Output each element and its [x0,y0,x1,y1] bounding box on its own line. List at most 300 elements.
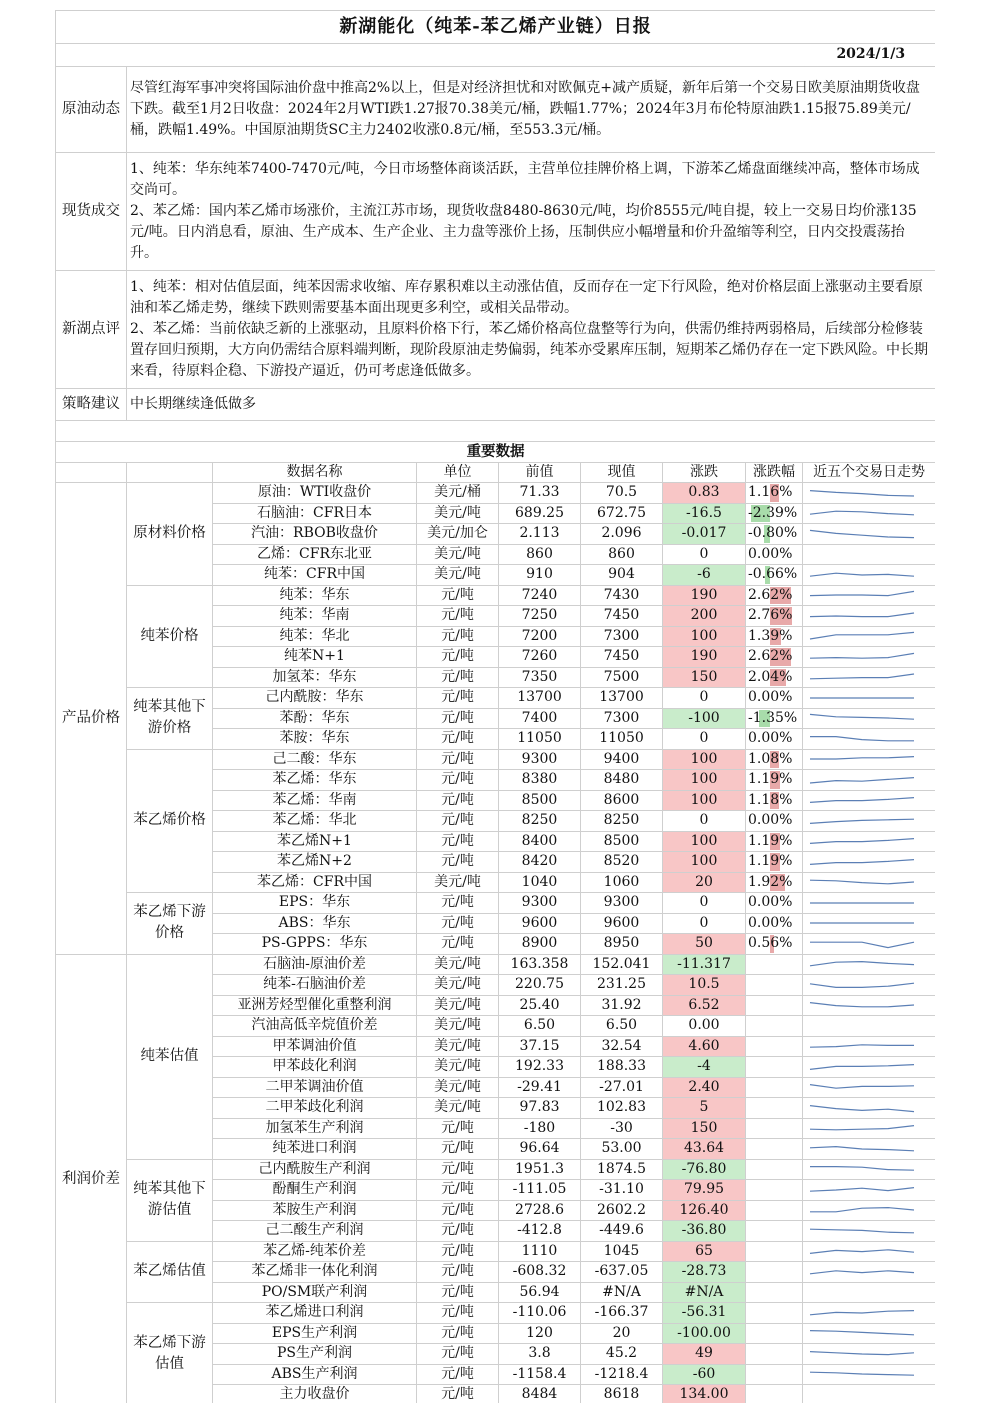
change-pct-cell [746,1303,803,1324]
trend-cell [803,1016,936,1037]
curr-value-cell: 20 [581,1323,663,1344]
prev-value-cell: -608.32 [499,1262,581,1283]
commentary-label: 新湖点评 [56,271,127,389]
curr-value-cell: 7430 [581,585,663,606]
trend-cell [803,1098,936,1119]
sparkline [806,731,918,747]
prev-value-cell: -180 [499,1118,581,1139]
change-pct-value: 1.39% [748,627,793,644]
unit-cell: 美元/吨 [417,1098,499,1119]
prev-value-cell: 8380 [499,770,581,791]
change-pct-cell [746,1221,803,1242]
prev-value-cell: 9300 [499,749,581,770]
trend-cell [803,811,936,832]
change-pct-cell [746,1385,803,1403]
sparkline [806,485,918,501]
sparkline [806,1223,918,1239]
sparkline [806,813,918,829]
data-name-cell: 己二酸：华东 [213,749,417,770]
change-pct-cell [746,1057,803,1078]
data-name-cell: 苯乙烯N+1 [213,831,417,852]
change-pct-cell [746,770,803,791]
data-name-cell: 苯乙烯：华东 [213,770,417,791]
change-pct-cell [746,1364,803,1385]
trend-cell [803,1180,936,1201]
data-name-cell: 纯苯：华南 [213,606,417,627]
unit-cell: 元/吨 [417,811,499,832]
sparkline [806,895,918,911]
change-cell: 190 [663,585,746,606]
change-cell: -4 [663,1057,746,1078]
sparkline [806,833,918,849]
curr-value-cell: -1218.4 [581,1364,663,1385]
change-cell: 100 [663,770,746,791]
sparkline-line [810,942,914,947]
change-cell: 2.40 [663,1077,746,1098]
data-name-cell: 苯胺生产利润 [213,1200,417,1221]
data-name-cell: 原油：WTI收盘价 [213,483,417,504]
group-label: 苯乙烯下游价格 [127,893,213,955]
trend-cell [803,872,936,893]
sparkline [806,690,918,706]
change-pct-value: 1.08% [748,750,793,767]
change-pct-value: 1.19% [748,771,793,787]
trend-cell [803,565,936,586]
data-name-cell: 石脑油-原油价差 [213,954,417,975]
trend-cell [803,954,936,975]
sparkline-line [810,1331,914,1335]
change-cell: 100 [663,749,746,770]
change-pct-value [746,1304,748,1320]
group-label: 纯苯其他下游价格 [127,688,213,750]
change-pct-cell [746,1118,803,1139]
change-cell: 0 [663,811,746,832]
unit-cell: 元/吨 [417,852,499,873]
change-pct-cell [746,585,803,606]
unit-cell: 元/吨 [417,934,499,955]
sparkline [806,1182,918,1198]
prev-value-cell: -111.05 [499,1180,581,1201]
sparkline-line [810,1167,914,1171]
sparkline-line [810,798,914,803]
change-cell: 100 [663,626,746,647]
report-title: 新湖能化（纯苯-苯乙烯产业链）日报 [56,11,936,44]
prev-value-cell: -29.41 [499,1077,581,1098]
change-pct-cell [746,1282,803,1303]
sparkline-line [810,859,914,864]
change-pct-cell [746,913,803,934]
prev-value-cell: 8500 [499,790,581,811]
trend-cell [803,975,936,996]
trend-cell [803,749,936,770]
prev-value-cell: 1951.3 [499,1159,581,1180]
curr-value-cell: 9600 [581,913,663,934]
change-cell: 10.5 [663,975,746,996]
change-pct-value: -2.39% [748,504,798,521]
trend-cell [803,934,936,955]
trend-cell [803,893,936,914]
commentary-label: 现货成交 [56,153,127,271]
curr-value-cell: -31.10 [581,1180,663,1201]
prev-value-cell: 2728.6 [499,1200,581,1221]
table-row [56,585,936,606]
change-cell: 0.00 [663,1016,746,1037]
change-pct-value: 2.62% [748,586,793,603]
curr-value-cell: 8950 [581,934,663,955]
data-name-cell: 纯苯-石脑油价差 [213,975,417,996]
change-cell: -36.80 [663,1221,746,1242]
change-pct-cell [746,975,803,996]
change-pct-cell [746,1241,803,1262]
sparkline-line [810,530,914,537]
sparkline-line [810,1372,914,1375]
curr-value-cell: 2602.2 [581,1200,663,1221]
sparkline-line [810,1187,914,1191]
unit-cell: 元/吨 [417,626,499,647]
change-pct-value [746,997,748,1013]
unit-cell: 美元/吨 [417,1057,499,1078]
unit-cell: 元/吨 [417,1221,499,1242]
prev-value-cell: 7350 [499,667,581,688]
change-pct-cell [746,1159,803,1180]
trend-cell [803,483,936,504]
prev-value-cell: 220.75 [499,975,581,996]
prev-value-cell: -412.8 [499,1221,581,1242]
change-cell: 190 [663,647,746,668]
prev-value-cell: 8250 [499,811,581,832]
change-pct-cell [746,1036,803,1057]
table-row [56,1241,936,1262]
sparkline-line [810,819,914,823]
change-pct-value [746,1161,748,1177]
change-pct-value [746,1386,748,1402]
trend-cell [803,1200,936,1221]
commentary-text: 1、纯苯：华东纯苯7400-7470元/吨，今日市场整体商谈活跃，主营单位挂牌价格上调，下游苯乙烯盘面继续冲高，整体市场成交尚可。 2、苯乙烯：国内苯乙烯市场涨价，主流江苏市场，现货收盘8480-8630元/吨，均价8555元/吨自提，较上一交易日均价涨135元/吨。日内消息看，原油、生产成本、生产企业、主力盘等涨价上扬，压制供应小幅增量和价升盈缩等利空，日内交投震荡抬升。 [127,153,936,271]
curr-value-cell: 8500 [581,831,663,852]
data-name-cell: ABS生产利润 [213,1364,417,1385]
commentary-text: 尽管红海军事冲突将国际油价盘中推高2%以上，但是对经济担忧和对欧佩克+减产质疑，新年后第一个交易日欧美原油期货收盘下跌。截至1月2日收盘：2024年2月WTI跌1.27报70.38美元/桶，跌幅1.77%；2024年3月布伦特原油跌1.15报75.89美元/桶，跌幅1.49%。中国原油期货SC主力2402收涨0.8元/桶，至553.3元/桶。 [127,67,936,153]
data-name-cell: 苯酚：华东 [213,708,417,729]
trend-cell [803,1139,936,1160]
prev-value-cell: 37.15 [499,1036,581,1057]
unit-cell: 元/吨 [417,831,499,852]
prev-value-cell: 1110 [499,1241,581,1262]
unit-cell: 元/吨 [417,1200,499,1221]
change-pct-value [746,1120,748,1136]
trend-cell [803,1262,936,1283]
unit-cell: 元/吨 [417,1241,499,1262]
data-name-cell: PS生产利润 [213,1344,417,1365]
trend-cell [803,1385,936,1403]
change-pct-cell [746,1098,803,1119]
curr-value-cell: 1874.5 [581,1159,663,1180]
change-pct-value [746,1017,748,1033]
curr-value-cell: 13700 [581,688,663,709]
change-pct-value [746,1284,748,1300]
change-pct-cell [746,1016,803,1037]
data-name-cell: 加氢苯：华东 [213,667,417,688]
table-row [56,749,936,770]
sparkline-line [810,511,914,515]
table-row [56,483,936,504]
data-name-cell: 苯乙烯进口利润 [213,1303,417,1324]
change-pct-value: 2.76% [748,607,793,623]
trend-cell [803,831,936,852]
trend-cell [803,606,936,627]
unit-cell: 美元/吨 [417,544,499,565]
trend-cell [803,852,936,873]
change-cell: 100 [663,790,746,811]
prev-value-cell: 9600 [499,913,581,934]
change-pct-cell [746,811,803,832]
sparkline-line [810,653,914,658]
sparkline [806,792,918,808]
table-row [56,688,936,709]
change-pct-value: -1.35% [748,709,798,726]
sparkline-line [810,1064,914,1069]
change-pct-cell [746,708,803,729]
change-pct-cell [746,667,803,688]
change-pct-cell [746,1344,803,1365]
sparkline [806,1141,918,1157]
change-pct-value: 1.16% [748,484,793,500]
prev-value-cell: 7400 [499,708,581,729]
column-header: 涨跌 [663,462,746,483]
prev-value-cell: 689.25 [499,503,581,524]
change-pct-value: 1.92% [748,873,793,890]
trend-cell [803,729,936,750]
change-pct-cell [746,544,803,565]
change-cell: -76.80 [663,1159,746,1180]
prev-value-cell: 7250 [499,606,581,627]
sparkline-line [810,1146,914,1150]
sparkline [806,1264,918,1280]
change-pct-value: 0.00% [748,812,793,828]
data-name-cell: 甲苯调油价值 [213,1036,417,1057]
commentary-label: 策略建议 [56,389,127,421]
curr-value-cell: 7300 [581,708,663,729]
data-name-cell: 苯乙烯N+2 [213,852,417,873]
sparkline [806,854,918,870]
change-pct-value [746,1140,748,1156]
curr-value-cell: 9300 [581,893,663,914]
change-cell: -0.017 [663,524,746,545]
change-pct-value [746,1181,748,1197]
data-name-cell: 苯乙烯-纯苯价差 [213,1241,417,1262]
data-name-cell: 纯苯N+1 [213,647,417,668]
change-pct-value [746,1325,748,1341]
curr-value-cell: 231.25 [581,975,663,996]
data-name-cell: 苯乙烯：华北 [213,811,417,832]
header-empty [127,462,213,483]
unit-cell: 美元/桶 [417,483,499,504]
column-header: 单位 [417,462,499,483]
sparkline-line [810,962,914,966]
prev-value-cell: 8400 [499,831,581,852]
data-name-cell: ABS：华东 [213,913,417,934]
change-pct-cell [746,954,803,975]
sparkline-line [810,1351,914,1354]
unit-cell: 元/吨 [417,913,499,934]
curr-value-cell: 8600 [581,790,663,811]
trend-cell [803,1077,936,1098]
header-empty [56,462,127,483]
change-cell: -60 [663,1364,746,1385]
change-cell: -6 [663,565,746,586]
change-pct-value [746,976,748,992]
trend-cell [803,626,936,647]
data-name-cell: 酚酮生产利润 [213,1180,417,1201]
unit-cell: 美元/吨 [417,565,499,586]
sparkline-line [810,1126,914,1130]
unit-cell: 元/吨 [417,1364,499,1385]
sparkline [806,628,918,644]
unit-cell: 美元/吨 [417,503,499,524]
change-pct-value [746,1058,748,1074]
trend-cell [803,1241,936,1262]
change-pct-cell [746,483,803,504]
trend-cell [803,1159,936,1180]
change-cell: 134.00 [663,1385,746,1403]
change-pct-cell [746,565,803,586]
change-cell: 200 [663,606,746,627]
data-name-cell: 汽油：RBOB收盘价 [213,524,417,545]
data-name-cell: 加氢苯生产利润 [213,1118,417,1139]
sparkline [806,1346,918,1362]
unit-cell: 元/吨 [417,667,499,688]
data-name-cell: 甲苯歧化利润 [213,1057,417,1078]
data-name-cell: 苯乙烯：CFR中国 [213,872,417,893]
prev-value-cell: 192.33 [499,1057,581,1078]
change-pct-value: -0.80% [748,525,798,541]
change-pct-value: 2.62% [748,648,793,664]
data-name-cell: 主力收盘价 [213,1385,417,1403]
data-name-cell: 纯苯：华东 [213,585,417,606]
sparkline [806,1059,918,1075]
change-pct-value: 0.00% [748,914,793,931]
curr-value-cell: 70.5 [581,483,663,504]
trend-cell [803,1344,936,1365]
sparkline-line [810,1229,914,1233]
change-pct-value: -0.66% [748,566,798,582]
unit-cell: 美元/吨 [417,1016,499,1037]
unit-cell: 元/吨 [417,1303,499,1324]
curr-value-cell: 32.54 [581,1036,663,1057]
change-pct-cell [746,1200,803,1221]
unit-cell: 元/吨 [417,585,499,606]
data-name-cell: 乙烯：CFR东北亚 [213,544,417,565]
sparkline-line [810,573,914,576]
curr-value-cell: 860 [581,544,663,565]
trend-cell [803,688,936,709]
change-cell: 0 [663,729,746,750]
group-label: 纯苯估值 [127,954,213,1159]
prev-value-cell: -1158.4 [499,1364,581,1385]
trend-cell [803,1323,936,1344]
report-table [55,10,935,1403]
unit-cell: 元/吨 [417,1180,499,1201]
unit-cell: 元/吨 [417,688,499,709]
prev-value-cell: 7260 [499,647,581,668]
column-header: 前值 [499,462,581,483]
data-section-title: 重要数据 [56,442,936,463]
change-pct-cell [746,831,803,852]
change-pct-value [746,1222,748,1238]
unit-cell: 元/吨 [417,1118,499,1139]
change-pct-cell [746,1323,803,1344]
unit-cell: 美元/吨 [417,872,499,893]
sparkline [806,1366,918,1382]
change-pct-cell [746,893,803,914]
sparkline-line [810,715,914,720]
sparkline [806,1120,918,1136]
data-name-cell: 纯苯：华北 [213,626,417,647]
sparkline [806,669,918,685]
change-pct-cell [746,729,803,750]
group-label: 苯乙烯价格 [127,749,213,893]
curr-value-cell: -166.37 [581,1303,663,1324]
trend-cell [803,1221,936,1242]
spacer-row [56,421,936,442]
sparkline [806,915,918,931]
trend-cell [803,1057,936,1078]
change-pct-value: 0.56% [748,935,793,951]
prev-value-cell: 7240 [499,585,581,606]
data-name-cell: 苯胺：华东 [213,729,417,750]
curr-value-cell: 102.83 [581,1098,663,1119]
change-cell: 0.83 [663,483,746,504]
change-pct-cell [746,1077,803,1098]
sparkline-line [810,633,914,640]
curr-value-cell: 8618 [581,1385,663,1403]
curr-value-cell: 672.75 [581,503,663,524]
data-name-cell: 苯乙烯：华南 [213,790,417,811]
change-cell: 0 [663,544,746,565]
sparkline-line [810,1250,914,1254]
sparkline [806,505,918,521]
prev-value-cell: 7200 [499,626,581,647]
change-pct-value: 1.18% [748,791,793,808]
curr-value-cell: 152.041 [581,954,663,975]
change-pct-value [746,1099,748,1115]
table-row [56,1159,936,1180]
data-name-cell: PS-GPPS：华东 [213,934,417,955]
table-row [56,893,936,914]
sparkline-line [810,613,914,617]
data-name-cell: 汽油高低辛烷值价差 [213,1016,417,1037]
change-pct-value: 0.00% [748,545,793,562]
change-pct-cell [746,524,803,545]
prev-value-cell: 6.50 [499,1016,581,1037]
unit-cell: 美元/吨 [417,1036,499,1057]
sparkline-line [810,1003,914,1007]
unit-cell: 元/吨 [417,1159,499,1180]
prev-value-cell: 71.33 [499,483,581,504]
change-pct-cell [746,1262,803,1283]
trend-cell [803,708,936,729]
data-name-cell: EPS：华东 [213,893,417,914]
sparkline [806,772,918,788]
unit-cell: 美元/吨 [417,1077,499,1098]
curr-value-cell: -27.01 [581,1077,663,1098]
prev-value-cell: 97.83 [499,1098,581,1119]
change-pct-value [746,1079,748,1095]
sparkline-line [810,880,914,884]
table-row [56,954,936,975]
trend-cell [803,1118,936,1139]
change-pct-value: 0.00% [748,894,793,910]
sparkline [806,874,918,890]
